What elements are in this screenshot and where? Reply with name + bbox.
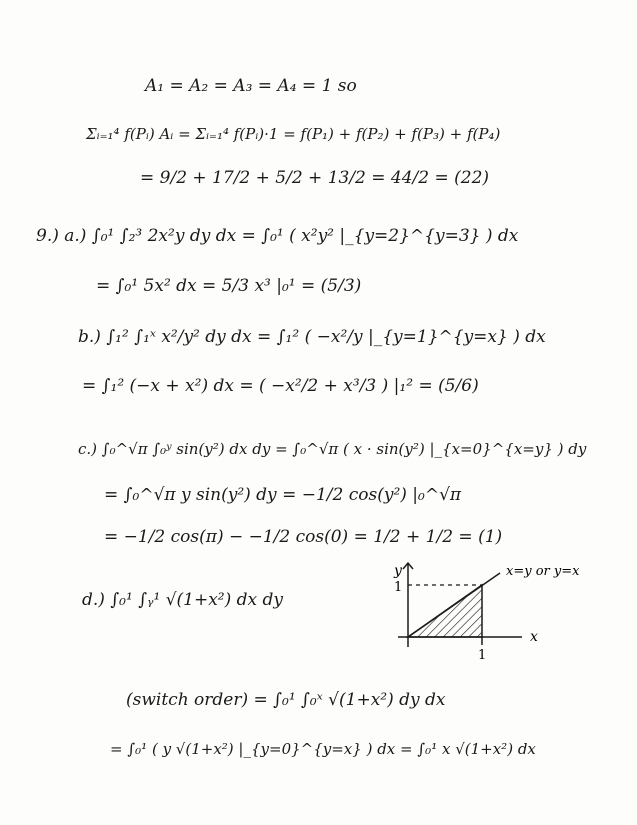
line-9d-result: = ∫₀¹ ( y √(1+x²) |_{y=0}^{y=x} ) dx = ∫₀¹ x √(1+x²) dx [110, 740, 536, 758]
curve-label: x=y or y=x [506, 564, 580, 579]
line-9a-result: = ∫₀¹ 5x² dx = 5/3 x³ |₀¹ = (5/3) [96, 276, 362, 296]
line-9c-result: = −1/2 cos(π) − −1/2 cos(0) = 1/2 + 1/2 = (1) [104, 527, 503, 547]
x-axis-label: x [530, 629, 538, 645]
tick-y-label: 1 [394, 580, 403, 595]
line-riemann-sum: Σᵢ₌₁⁴ f(Pᵢ) Aᵢ = Σᵢ₌₁⁴ f(Pᵢ)·1 = f(P₁) + f(P₂) + f(P₃) + f(P₄) [86, 125, 501, 143]
line-area-values: A₁ = A₂ = A₃ = A₄ = 1 so [145, 76, 357, 96]
line-9a-integral: 9.) a.) ∫₀¹ ∫₂³ 2x²y dy dx = ∫₀¹ ( x²y² |_{y=2}^{y=3} ) dx [36, 226, 519, 246]
y-axis-label: y [394, 563, 402, 579]
line-9d-switch-order: (switch order) = ∫₀¹ ∫₀ˣ √(1+x²) dy dx [126, 690, 446, 710]
line-9c-integral: c.) ∫₀^√π ∫₀ʸ sin(y²) dx dy = ∫₀^√π ( x · sin(y²) |_{x=0}^{x=y} ) dy [78, 440, 587, 458]
region-diagram [372, 555, 602, 665]
line-9b-result: = ∫₁² (−x + x²) dx = ( −x²/2 + x³/3 ) |₁² = (5/6) [82, 376, 479, 396]
line-9b-integral: b.) ∫₁² ∫₁ˣ x²/y² dy dx = ∫₁² ( −x²/y |_{y=1}^{y=x} ) dx [78, 327, 546, 347]
line-9c-step: = ∫₀^√π y sin(y²) dy = −1/2 cos(y²) |₀^√π [104, 485, 462, 505]
line-9d-integral: d.) ∫₀¹ ∫ᵧ¹ √(1+x²) dx dy [82, 590, 284, 610]
line-sum-result: = 9/2 + 17/2 + 5/2 + 13/2 = 44/2 = (22) [140, 168, 490, 188]
tick-x-label: 1 [478, 648, 487, 663]
